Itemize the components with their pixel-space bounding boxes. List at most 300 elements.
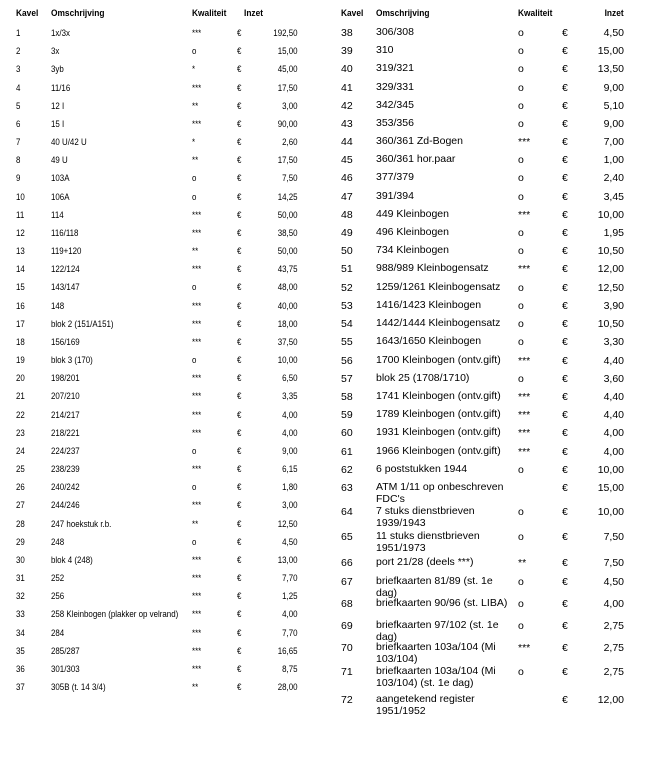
lot-starting-bid: 50,00 <box>278 246 298 256</box>
lot-number: 19 <box>16 355 25 365</box>
header-omschrijving: Omschrijving <box>376 8 430 19</box>
lot-quality: o <box>518 245 524 257</box>
lot-quality: o <box>518 172 524 184</box>
lot-description: 218/221 <box>51 428 80 438</box>
lot-number: 57 <box>341 373 353 385</box>
currency-symbol: € <box>562 531 568 543</box>
lot-quality: o <box>192 482 197 492</box>
lot-number: 61 <box>341 446 353 458</box>
lot-starting-bid: 7,00 <box>603 136 624 148</box>
lot-starting-bid: 38,50 <box>278 228 298 238</box>
lot-description: 240/242 <box>51 482 80 492</box>
lot-number: 47 <box>341 191 353 203</box>
lot-starting-bid: 10,50 <box>597 318 624 330</box>
lot-description: 449 Kleinbogen <box>376 208 449 220</box>
currency-symbol: € <box>237 428 242 438</box>
currency-symbol: € <box>237 410 242 420</box>
lot-quality: *** <box>192 210 202 220</box>
lot-starting-bid: 4,00 <box>282 609 298 619</box>
lot-description: 11/16 <box>51 83 71 93</box>
lot-starting-bid: 4,00 <box>603 427 624 439</box>
lot-number: 50 <box>341 245 353 257</box>
lot-description: 122/124 <box>51 264 80 274</box>
lot-number: 23 <box>16 428 25 438</box>
lot-number: 67 <box>341 576 353 588</box>
lot-quality: o <box>518 118 524 130</box>
lot-number: 31 <box>16 573 25 583</box>
lot-quality: *** <box>192 228 202 238</box>
lot-number: 64 <box>341 506 353 518</box>
currency-symbol: € <box>237 537 242 547</box>
lot-description: 156/169 <box>51 337 80 347</box>
header-inzet: Inzet <box>604 8 624 19</box>
lot-description: 258 Kleinbogen (plakker op velrand) <box>51 609 179 619</box>
currency-symbol: € <box>562 598 568 610</box>
lot-starting-bid: 1,00 <box>603 154 624 166</box>
lot-number: 10 <box>16 192 25 202</box>
header-kwaliteit: Kwaliteit <box>192 8 227 19</box>
lot-starting-bid: 15,00 <box>597 45 624 57</box>
currency-symbol: € <box>562 464 568 476</box>
lot-starting-bid: 18,00 <box>278 319 298 329</box>
lot-starting-bid: 3,35 <box>282 391 298 401</box>
lot-description: 342/345 <box>376 99 414 111</box>
currency-symbol: € <box>237 682 242 692</box>
lot-quality: o <box>518 300 524 312</box>
lot-starting-bid: 7,50 <box>282 173 298 183</box>
lot-quality: *** <box>518 446 531 458</box>
currency-symbol: € <box>237 228 242 238</box>
currency-symbol: € <box>562 427 568 439</box>
lot-number: 69 <box>341 620 353 632</box>
lot-description: 247 hoekstuk r.b. <box>51 519 112 529</box>
lot-number: 13 <box>16 246 25 256</box>
lot-starting-bid: 14,25 <box>278 192 298 202</box>
lot-starting-bid: 7,70 <box>282 628 298 638</box>
currency-symbol: € <box>237 319 242 329</box>
lot-number: 52 <box>341 282 353 294</box>
currency-symbol: € <box>237 155 242 165</box>
lot-number: 30 <box>16 555 25 565</box>
lot-starting-bid: 28,00 <box>278 682 298 692</box>
lot-quality: o <box>518 100 524 112</box>
currency-symbol: € <box>562 136 568 148</box>
lot-quality: o <box>518 63 524 75</box>
lot-quality: *** <box>518 409 531 421</box>
lot-description: 1931 Kleinbogen (ontv.gift) <box>376 426 501 438</box>
lot-starting-bid: 15,00 <box>278 46 298 56</box>
lot-quality: *** <box>192 264 202 274</box>
lot-number: 2 <box>16 46 21 56</box>
lot-description: ATM 1/11 op onbeschreven FDC's <box>376 481 504 505</box>
lot-number: 45 <box>341 154 353 166</box>
lot-description: 988/989 Kleinbogensatz <box>376 262 489 274</box>
lot-number: 43 <box>341 118 353 130</box>
lot-description: 1700 Kleinbogen (ontv.gift) <box>376 354 501 366</box>
lot-description: 6 poststukken 1944 <box>376 463 468 475</box>
currency-symbol: € <box>237 500 242 510</box>
currency-symbol: € <box>562 620 568 632</box>
currency-symbol: € <box>562 642 568 654</box>
lot-quality: ** <box>192 519 199 529</box>
lot-starting-bid: 192,50 <box>273 28 298 38</box>
lot-starting-bid: 4,40 <box>603 391 624 403</box>
lot-description: 252 <box>51 573 65 583</box>
lot-number: 14 <box>16 264 25 274</box>
lot-description: 40 U/42 U <box>51 137 87 147</box>
currency-symbol: € <box>237 28 242 38</box>
lot-starting-bid: 4,00 <box>603 598 624 610</box>
lot-quality: ** <box>518 557 527 569</box>
lot-quality: *** <box>518 355 531 367</box>
lot-number: 6 <box>16 119 21 129</box>
lot-description: 103A <box>51 173 70 183</box>
lot-number: 56 <box>341 355 353 367</box>
lot-description: 360/361 hor.paar <box>376 153 456 165</box>
lot-quality: o <box>192 46 197 56</box>
currency-symbol: € <box>562 446 568 458</box>
lot-description: aangetekend register 1951/1952 <box>376 693 475 717</box>
lot-description: 305B (t. 14 3/4) <box>51 682 106 692</box>
lot-starting-bid: 48,00 <box>278 282 298 292</box>
currency-symbol: € <box>562 154 568 166</box>
currency-symbol: € <box>562 100 568 112</box>
currency-symbol: € <box>237 46 242 56</box>
lot-quality: o <box>518 82 524 94</box>
lot-starting-bid: 3,45 <box>603 191 624 203</box>
lot-description: 119+120 <box>51 246 82 256</box>
lot-quality: *** <box>192 591 202 601</box>
lot-description: briefkaarten 81/89 (st. 1e dag) <box>376 575 493 599</box>
lot-description: briefkaarten 97/102 (st. 1e dag) <box>376 619 499 643</box>
lot-starting-bid: 2,40 <box>603 172 624 184</box>
lot-description: 198/201 <box>51 373 80 383</box>
lot-quality: *** <box>518 263 531 275</box>
lot-starting-bid: 10,00 <box>597 209 624 221</box>
lot-starting-bid: 10,00 <box>597 464 624 476</box>
lot-quality: o <box>192 446 197 456</box>
currency-symbol: € <box>237 83 242 93</box>
lot-quality: *** <box>192 464 202 474</box>
lot-description: blok 4 (248) <box>51 555 93 565</box>
lot-starting-bid: 45,00 <box>278 64 298 74</box>
lot-description: 360/361 Zd-Bogen <box>376 135 463 147</box>
lot-description: 148 <box>51 301 65 311</box>
lot-starting-bid: 8,75 <box>282 664 298 674</box>
lot-starting-bid: 4,50 <box>603 27 624 39</box>
lot-number: 16 <box>16 301 25 311</box>
lot-quality: *** <box>192 410 202 420</box>
currency-symbol: € <box>237 192 242 202</box>
currency-symbol: € <box>237 355 242 365</box>
lot-number: 65 <box>341 531 353 543</box>
lot-quality: o <box>518 506 524 518</box>
lot-starting-bid: 43,75 <box>278 264 298 274</box>
lot-quality: *** <box>192 555 202 565</box>
lot-description: 248 <box>51 537 65 547</box>
lot-description: 391/394 <box>376 190 414 202</box>
lot-quality: *** <box>192 573 202 583</box>
lot-quality: o <box>518 464 524 476</box>
lot-number: 38 <box>341 27 353 39</box>
currency-symbol: € <box>562 373 568 385</box>
left-table-header <box>0 8 318 24</box>
lot-number: 29 <box>16 537 25 547</box>
lot-quality: o <box>518 666 524 678</box>
currency-symbol: € <box>562 409 568 421</box>
currency-symbol: € <box>237 337 242 347</box>
currency-symbol: € <box>562 336 568 348</box>
currency-symbol: € <box>562 263 568 275</box>
currency-symbol: € <box>562 482 568 494</box>
lot-description: briefkaarten 90/96 (st. LIBA) <box>376 597 508 609</box>
currency-symbol: € <box>562 666 568 678</box>
lot-quality: o <box>192 192 197 202</box>
header-kavel: Kavel <box>16 8 39 19</box>
lot-starting-bid: 6,50 <box>282 373 298 383</box>
lot-starting-bid: 4,50 <box>282 537 298 547</box>
lot-number: 42 <box>341 100 353 112</box>
currency-symbol: € <box>237 246 242 256</box>
lot-number: 60 <box>341 427 353 439</box>
lot-number: 40 <box>341 63 353 75</box>
lot-number: 36 <box>16 664 25 674</box>
right-table-header <box>338 8 647 24</box>
lot-quality: *** <box>518 391 531 403</box>
lot-number: 54 <box>341 318 353 330</box>
lot-starting-bid: 9,00 <box>603 82 624 94</box>
lot-description: blok 3 (170) <box>51 355 93 365</box>
lot-starting-bid: 5,10 <box>603 100 624 112</box>
lot-number: 35 <box>16 646 25 656</box>
lot-starting-bid: 2,75 <box>603 666 624 678</box>
lot-description: 329/331 <box>376 81 414 93</box>
currency-symbol: € <box>562 506 568 518</box>
lot-number: 9 <box>16 173 21 183</box>
lot-description: 106A <box>51 192 70 202</box>
lot-description: 310 <box>376 44 394 56</box>
lot-quality: o <box>518 336 524 348</box>
lot-number: 68 <box>341 598 353 610</box>
lot-quality: *** <box>192 119 202 129</box>
lot-starting-bid: 7,50 <box>603 531 624 543</box>
lot-description: 377/379 <box>376 171 414 183</box>
currency-symbol: € <box>562 118 568 130</box>
lot-starting-bid: 50,00 <box>278 210 298 220</box>
lot-starting-bid: 13,00 <box>278 555 298 565</box>
lot-starting-bid: 90,00 <box>278 119 298 129</box>
currency-symbol: € <box>237 391 242 401</box>
lot-starting-bid: 4,40 <box>603 355 624 367</box>
lot-description: 306/308 <box>376 26 414 38</box>
lot-starting-bid: 1,80 <box>282 482 298 492</box>
lot-description: 244/246 <box>51 500 80 510</box>
currency-symbol: € <box>562 245 568 257</box>
lot-description: 1741 Kleinbogen (ontv.gift) <box>376 390 501 402</box>
header-kwaliteit: Kwaliteit <box>518 8 553 19</box>
currency-symbol: € <box>562 82 568 94</box>
currency-symbol: € <box>562 282 568 294</box>
lot-starting-bid: 17,50 <box>278 155 298 165</box>
lot-starting-bid: 12,50 <box>597 282 624 294</box>
currency-symbol: € <box>562 27 568 39</box>
lot-starting-bid: 1,25 <box>282 591 298 601</box>
currency-symbol: € <box>237 373 242 383</box>
currency-symbol: € <box>237 173 242 183</box>
lot-starting-bid: 3,30 <box>603 336 624 348</box>
lot-number: 37 <box>16 682 25 692</box>
lot-number: 17 <box>16 319 25 329</box>
currency-symbol: € <box>237 446 242 456</box>
lot-description: port 21/28 (deels ***) <box>376 556 474 568</box>
lot-description: 1x/3x <box>51 28 70 38</box>
lot-description: 12 I <box>51 101 65 111</box>
lot-quality: o <box>192 173 197 183</box>
lot-number: 46 <box>341 172 353 184</box>
lot-starting-bid: 7,70 <box>282 573 298 583</box>
lot-quality: *** <box>192 609 202 619</box>
currency-symbol: € <box>237 482 242 492</box>
lot-quality: o <box>518 576 524 588</box>
lot-number: 66 <box>341 557 353 569</box>
currency-symbol: € <box>237 591 242 601</box>
lot-quality: o <box>518 27 524 39</box>
lot-starting-bid: 6,15 <box>282 464 298 474</box>
currency-symbol: € <box>562 355 568 367</box>
header-inzet: Inzet <box>244 8 264 19</box>
lot-number: 41 <box>341 82 353 94</box>
lot-number: 71 <box>341 666 353 678</box>
lot-number: 12 <box>16 228 25 238</box>
lot-starting-bid: 4,00 <box>282 410 298 420</box>
lot-description: 1643/1650 Kleinbogen <box>376 335 482 347</box>
lot-description: 214/217 <box>51 410 80 420</box>
lot-number: 5 <box>16 101 21 111</box>
lot-quality: *** <box>192 319 202 329</box>
lot-quality: *** <box>192 373 202 383</box>
lot-number: 63 <box>341 482 353 494</box>
lot-starting-bid: 2,60 <box>282 137 298 147</box>
lot-quality: *** <box>192 428 202 438</box>
lot-number: 1 <box>16 28 21 38</box>
lot-number: 22 <box>16 410 25 420</box>
lot-starting-bid: 3,00 <box>282 101 298 111</box>
lot-starting-bid: 17,50 <box>278 83 298 93</box>
lot-quality: *** <box>192 301 202 311</box>
lot-number: 21 <box>16 391 25 401</box>
currency-symbol: € <box>562 227 568 239</box>
currency-symbol: € <box>562 318 568 330</box>
lot-starting-bid: 9,00 <box>282 446 298 456</box>
lot-quality: o <box>518 154 524 166</box>
lot-quality: *** <box>192 28 202 38</box>
currency-symbol: € <box>237 301 242 311</box>
lot-number: 62 <box>341 464 353 476</box>
lot-description: 3x <box>51 46 60 56</box>
lot-number: 59 <box>341 409 353 421</box>
lot-number: 8 <box>16 155 21 165</box>
lot-quality: ** <box>192 682 199 692</box>
lot-quality: *** <box>192 646 202 656</box>
lot-starting-bid: 16,65 <box>278 646 298 656</box>
header-omschrijving: Omschrijving <box>51 8 105 19</box>
lot-quality: o <box>518 598 524 610</box>
lot-description: briefkaarten 103a/104 (Mi 103/104) (st. 1e dag) <box>376 665 496 689</box>
currency-symbol: € <box>237 210 242 220</box>
lot-description: 496 Kleinbogen <box>376 226 449 238</box>
lot-description: 285/287 <box>51 646 80 656</box>
lot-starting-bid: 3,00 <box>282 500 298 510</box>
lot-number: 44 <box>341 136 353 148</box>
lot-starting-bid: 40,00 <box>278 301 298 311</box>
lot-quality: *** <box>518 209 531 221</box>
lot-quality: *** <box>518 136 531 148</box>
lot-number: 25 <box>16 464 25 474</box>
lot-number: 28 <box>16 519 25 529</box>
lot-description: 301/303 <box>51 664 80 674</box>
lot-starting-bid: 2,75 <box>603 620 624 632</box>
lot-quality: * <box>192 64 196 74</box>
lot-description: 284 <box>51 628 65 638</box>
lot-description: 49 U <box>51 155 68 165</box>
lot-starting-bid: 4,00 <box>603 446 624 458</box>
lot-quality: *** <box>192 337 202 347</box>
lot-starting-bid: 12,00 <box>597 694 624 706</box>
header-kavel: Kavel <box>341 8 364 19</box>
lot-description: 15 I <box>51 119 65 129</box>
lot-description: 1259/1261 Kleinbogensatz <box>376 281 501 293</box>
lot-number: 53 <box>341 300 353 312</box>
lot-quality: ** <box>192 246 199 256</box>
currency-symbol: € <box>237 137 242 147</box>
lot-starting-bid: 15,00 <box>597 482 624 494</box>
currency-symbol: € <box>562 557 568 569</box>
currency-symbol: € <box>562 576 568 588</box>
currency-symbol: € <box>237 609 242 619</box>
lot-starting-bid: 12,00 <box>597 263 624 275</box>
lot-number: 18 <box>16 337 25 347</box>
lot-description: 238/239 <box>51 464 80 474</box>
lot-number: 27 <box>16 500 25 510</box>
lot-quality: o <box>192 282 197 292</box>
lot-number: 3 <box>16 64 21 74</box>
currency-symbol: € <box>237 573 242 583</box>
lot-description: 207/210 <box>51 391 80 401</box>
lot-number: 7 <box>16 137 21 147</box>
currency-symbol: € <box>237 64 242 74</box>
lot-quality: *** <box>192 628 202 638</box>
lot-description: 256 <box>51 591 65 601</box>
currency-symbol: € <box>237 519 242 529</box>
lot-starting-bid: 3,90 <box>603 300 624 312</box>
lot-description: 1442/1444 Kleinbogensatz <box>376 317 501 329</box>
lot-starting-bid: 12,50 <box>278 519 298 529</box>
lot-starting-bid: 10,00 <box>597 506 624 518</box>
lot-description: 734 Kleinbogen <box>376 244 449 256</box>
lot-description: 1966 Kleinbogen (ontv.gift) <box>376 445 501 457</box>
lot-quality: *** <box>192 391 202 401</box>
lot-description: blok 2 (151/A151) <box>51 319 114 329</box>
lot-starting-bid: 13,50 <box>597 63 624 75</box>
currency-symbol: € <box>562 63 568 75</box>
currency-symbol: € <box>237 664 242 674</box>
lot-number: 48 <box>341 209 353 221</box>
lot-starting-bid: 3,60 <box>603 373 624 385</box>
lot-starting-bid: 4,00 <box>282 428 298 438</box>
lot-starting-bid: 7,50 <box>603 557 624 569</box>
currency-symbol: € <box>562 209 568 221</box>
lot-description: blok 25 (1708/1710) <box>376 372 470 384</box>
